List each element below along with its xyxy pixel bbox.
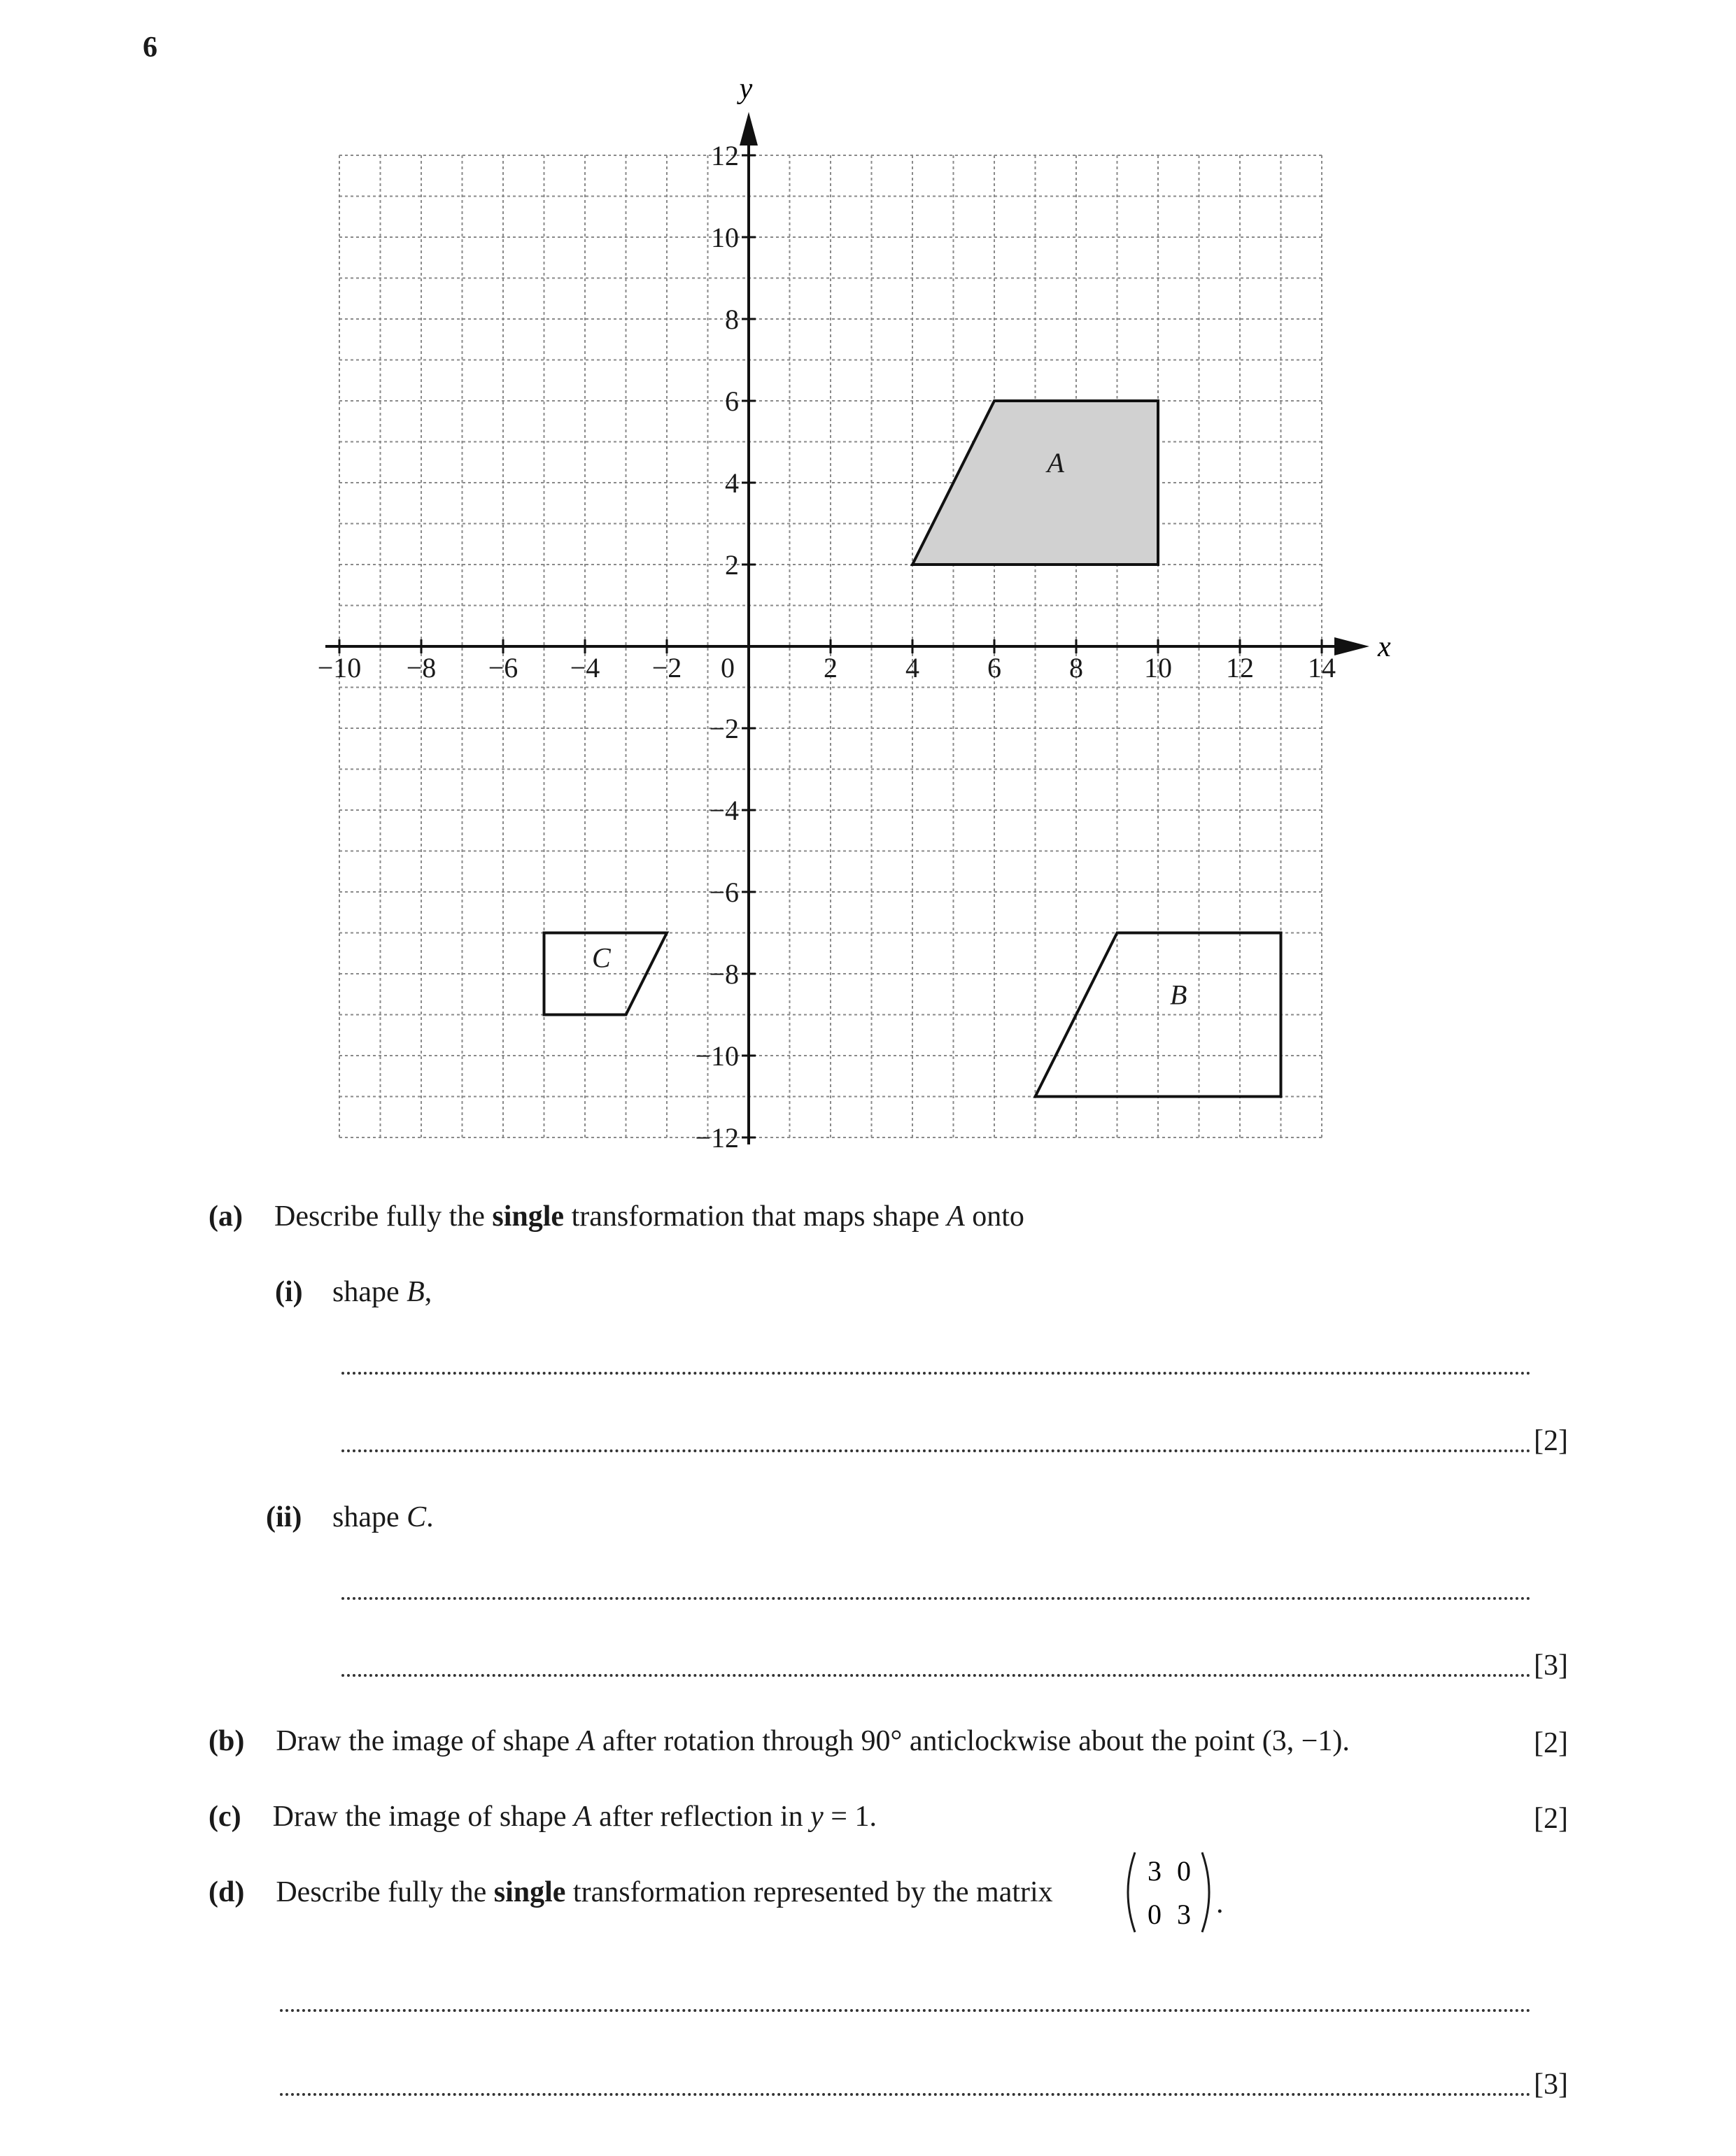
y-tick-label: −10 [695, 1040, 739, 1072]
question-emphasis: single [492, 1200, 565, 1233]
question-a [209, 1202, 1024, 1231]
shape-label: B [1170, 979, 1187, 1011]
matrix-left-bracket [1128, 1852, 1135, 1932]
y-tick-label: −12 [695, 1122, 739, 1154]
x-tick-label: 2 [824, 652, 838, 683]
question-label: (i) [275, 1276, 303, 1308]
question-text: after rotation through 90° anticlockwise about the point (3, −1). [595, 1725, 1350, 1757]
question-label: (b) [209, 1725, 245, 1757]
x-tick-label: 14 [1308, 652, 1336, 683]
shape-name: B [407, 1276, 425, 1308]
question-b [209, 1726, 1350, 1756]
shape-name: A [573, 1801, 592, 1833]
question-text: Draw the image of shape [272, 1801, 574, 1833]
question-label: (a) [209, 1200, 243, 1233]
question-text: transformation represented by the matrix [565, 1876, 1053, 1908]
marks: [3] [1534, 1650, 1568, 1682]
answer-line[interactable] [341, 1372, 1531, 1375]
answer-line[interactable] [341, 1597, 1531, 1600]
shape-label: C [592, 942, 611, 974]
question-label: (c) [209, 1801, 241, 1833]
answer-line[interactable] [341, 1674, 1531, 1677]
x-tick-label: 4 [905, 652, 919, 683]
x-tick-label: 8 [1069, 652, 1083, 683]
page-number: 6 [143, 31, 157, 64]
answer-line[interactable] [341, 1449, 1531, 1452]
marks: [2] [1534, 1425, 1568, 1457]
y-tick-label: −2 [709, 713, 739, 744]
marks: [2] [1534, 1803, 1568, 1835]
equation-text: = 1. [823, 1801, 877, 1833]
answer-line[interactable] [280, 2093, 1531, 2096]
marks: [2] [1534, 1727, 1568, 1759]
question-text: Describe fully the [276, 1876, 494, 1908]
equation-variable: y [810, 1801, 824, 1833]
question-label: (d) [209, 1876, 245, 1908]
x-tick-label: −2 [651, 652, 682, 683]
y-tick-label: 8 [725, 304, 739, 335]
question-label: (ii) [266, 1501, 302, 1533]
question-text: Draw the image of shape [276, 1725, 577, 1757]
marks: [3] [1534, 2069, 1568, 2101]
x-tick-label: −10 [317, 652, 362, 683]
matrix-entry: 0 [1148, 1899, 1162, 1930]
x-tick-label: 10 [1144, 652, 1172, 683]
y-tick-label: 4 [725, 467, 739, 499]
question-c [209, 1802, 877, 1831]
y-tick-label: 10 [711, 222, 739, 253]
x-axis-arrow [1334, 637, 1369, 655]
matrix-entry: 0 [1177, 1855, 1191, 1887]
shape-name: C [407, 1501, 427, 1533]
question-text: , [424, 1276, 432, 1308]
y-tick-label: −8 [709, 958, 739, 990]
x-tick-label: −6 [488, 652, 518, 683]
question-emphasis: single [493, 1876, 566, 1908]
matrix [1120, 1847, 1218, 1938]
shape-name: A [577, 1725, 595, 1757]
x-tick-label: −8 [406, 652, 437, 683]
matrix-entry: 3 [1148, 1855, 1162, 1887]
y-tick-label: 12 [711, 140, 739, 171]
x-tick-label: 0 [721, 652, 735, 683]
matrix-right-bracket [1202, 1852, 1209, 1932]
question-text: shape [332, 1276, 407, 1308]
shape-name: A [947, 1200, 965, 1233]
y-tick-label: −4 [709, 795, 739, 826]
question-a-i [275, 1277, 432, 1307]
shape-a [912, 401, 1158, 565]
matrix-full-stop: . [1216, 1887, 1224, 1920]
question-text: onto [964, 1200, 1024, 1233]
shape-label: A [1047, 446, 1064, 478]
y-axis-label: y [739, 73, 753, 105]
x-tick-label: 6 [987, 652, 1001, 683]
question-text: after reflection in [591, 1801, 811, 1833]
x-axis-label: x [1378, 631, 1391, 663]
y-tick-label: −6 [709, 877, 739, 908]
y-tick-label: 6 [725, 385, 739, 417]
question-text: . [426, 1501, 434, 1533]
x-tick-label: 12 [1226, 652, 1254, 683]
answer-line[interactable] [280, 2009, 1531, 2012]
question-a-ii [266, 1503, 434, 1532]
y-axis-arrow [740, 112, 758, 146]
question-text: Describe fully the [274, 1200, 493, 1233]
question-text: transformation that maps shape [564, 1200, 947, 1233]
x-tick-label: −4 [570, 652, 600, 683]
y-tick-label: 2 [725, 549, 739, 581]
matrix-entry: 3 [1177, 1899, 1191, 1930]
question-text: shape [332, 1501, 407, 1533]
question-d [209, 1878, 1053, 1907]
